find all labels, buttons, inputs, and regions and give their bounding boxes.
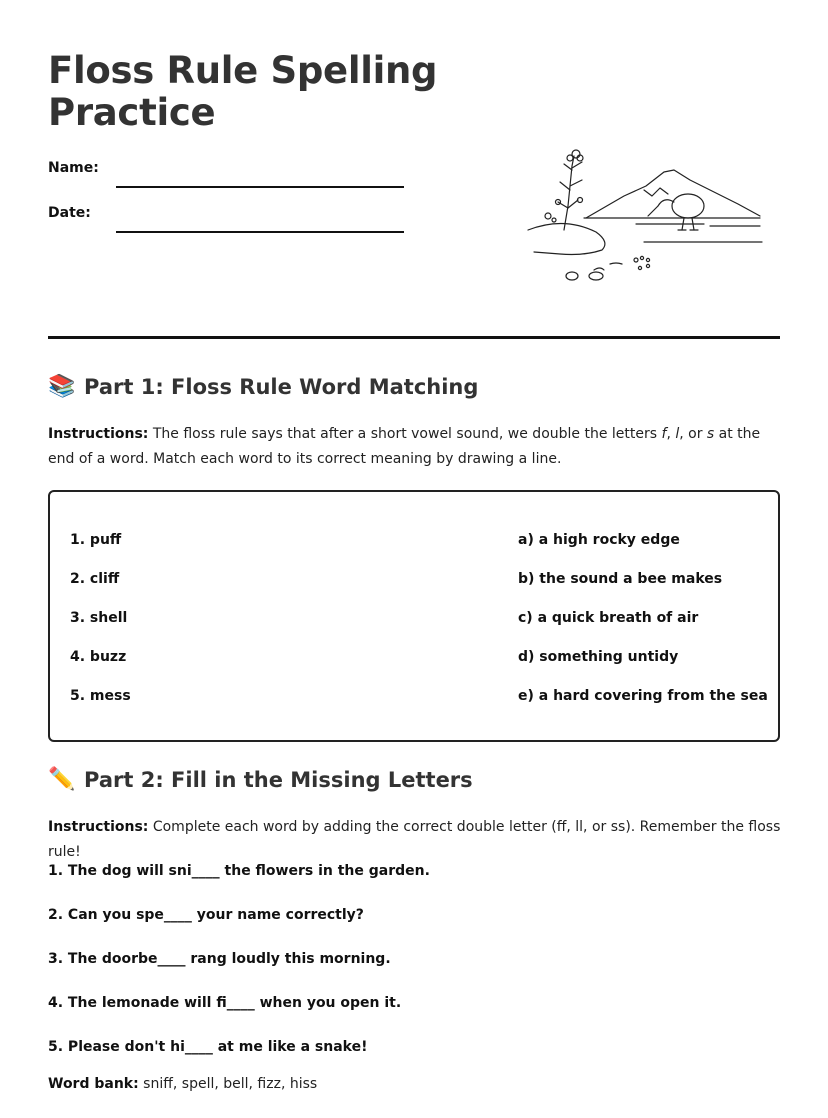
instructions-label: Instructions: <box>48 426 149 442</box>
part1-instructions <box>48 422 784 472</box>
sentence-item[interactable]: 2. Can you spe____ your name correctly? <box>48 907 364 923</box>
matching-box <box>48 490 780 742</box>
part1-title: Part 1: Floss Rule Word Matching <box>84 374 479 399</box>
separator: , <box>666 426 676 442</box>
instructions-text: Complete each word by adding the correct double letter (ff, ll, or ss). Remember the floss rule! <box>48 819 781 860</box>
word-item[interactable]: 1. puff <box>70 532 122 548</box>
sentence-item[interactable]: 3. The doorbe____ rang loudly this morning. <box>48 951 391 967</box>
sentence-item[interactable]: 5. Please don't hi____ at me like a snake! <box>48 1039 368 1055</box>
worksheet-title: Floss Rule Spelling Practice <box>48 49 438 134</box>
word-item[interactable]: 5. mess <box>70 688 131 704</box>
meaning-item[interactable]: b) the sound a bee makes <box>518 571 723 587</box>
meaning-item[interactable]: e) a hard covering from the sea <box>518 688 768 704</box>
pencil-icon: ✏️ <box>48 767 76 792</box>
separator: , or <box>679 426 707 442</box>
letter-s: s <box>706 426 715 442</box>
part2-heading <box>48 767 473 792</box>
word-bank-label: Word bank: <box>48 1076 139 1092</box>
word-bank-list: sniff, spell, bell, fizz, hiss <box>138 1076 318 1092</box>
fill-in-sentences <box>48 860 430 1080</box>
name-field[interactable] <box>48 160 404 176</box>
sentence-item[interactable]: 1. The dog will sni____ the flowers in the garden. <box>48 863 430 879</box>
date-label: Date: <box>48 205 91 221</box>
words-column <box>70 528 131 723</box>
instructions-text: at the end of a word. Match each word to its correct meaning by drawing a line. <box>48 426 761 467</box>
instructions-text: The floss rule says that after a short vowel sound, we double the letters <box>148 426 662 442</box>
books-icon: 📚 <box>48 374 76 399</box>
part2-title: Part 2: Fill in the Missing Letters <box>84 767 473 792</box>
letter-l: l <box>675 426 680 442</box>
name-label: Name: <box>48 160 99 176</box>
part2-instructions <box>48 815 784 865</box>
meaning-item[interactable]: a) a high rocky edge <box>518 532 680 548</box>
instructions-label: Instructions: <box>48 819 149 835</box>
meanings-column <box>518 528 768 723</box>
part1-heading <box>48 374 478 399</box>
name-line[interactable] <box>116 186 404 188</box>
sentence-item[interactable]: 4. The lemonade will fi____ when you open it. <box>48 995 402 1011</box>
meaning-item[interactable]: d) something untidy <box>518 649 679 665</box>
meaning-item[interactable]: c) a quick breath of air <box>518 610 699 626</box>
word-item[interactable]: 4. buzz <box>70 649 127 665</box>
section-divider <box>48 336 780 339</box>
date-line[interactable] <box>116 231 404 233</box>
date-field[interactable] <box>48 205 404 221</box>
word-item[interactable]: 3. shell <box>70 610 128 626</box>
letter-f: f <box>661 426 667 442</box>
word-bank <box>48 1076 317 1092</box>
kiwi-landscape-illustration <box>524 146 766 286</box>
word-item[interactable]: 2. cliff <box>70 571 120 587</box>
